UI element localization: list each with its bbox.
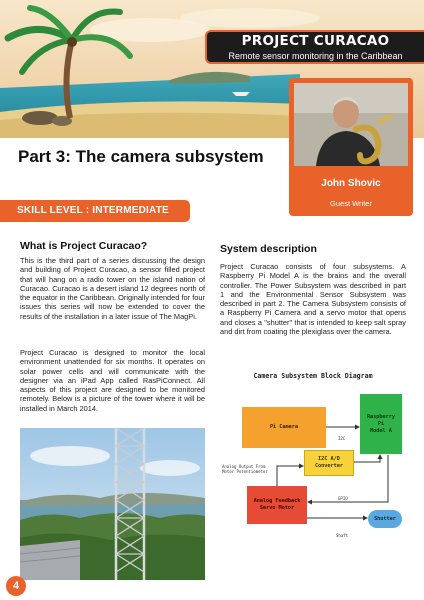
raspberry-label-1: Raspberry	[366, 413, 396, 420]
block-servo-motor	[247, 486, 307, 524]
block-pi-camera: Pi Camera	[242, 407, 326, 448]
skill-level-badge: SKILL LEVEL : INTERMEDIATE	[0, 200, 190, 222]
label-gpio: GPIO	[338, 496, 348, 501]
servo-label-2: Servo Motor	[259, 505, 295, 511]
servo-label-1: Analog Feedback	[253, 498, 301, 504]
label-shaft: Shaft	[336, 533, 349, 538]
section-heading-what-is: What is Project Curacao?	[20, 240, 148, 252]
block-adc	[304, 450, 354, 476]
series-title: PROJECT CURACAO	[241, 33, 390, 49]
author-name: John Shovic	[321, 178, 381, 189]
monitoring-paragraph: Project Curacao is designed to monitor the local environment unattended for six months. It operates on solar power cells and will communicate with the designer via an iPad App called RasPiConnect. All aspects of this project are designed to be monitored remotely. Below is a picture of the tower where it will be installed in March 2014.	[20, 348, 205, 413]
intro-paragraph: This is the third part of a series discussing the design and building of Project Curacao, a sensor filled project that will hang on a radio tower on the island nation of Curacao. Curacao is a desert island 12 degrees north of the equator in the Caribbean. Originally intended for four issues this series will now be extended to cover the results of the installation in a later issue of The MagPi.	[20, 256, 205, 321]
block-shutter: Shutter	[368, 510, 402, 528]
tower-photo	[20, 428, 205, 580]
diagram-title: Camera Subsystem Block Diagram	[253, 372, 373, 380]
author-role: Guest Writer	[330, 199, 372, 208]
label-i2c: I2C	[338, 436, 346, 441]
adc-label-2: Converter	[314, 463, 344, 469]
section-heading-system: System description	[220, 243, 317, 255]
author-photo	[294, 83, 408, 166]
title-box	[205, 30, 424, 64]
label-analog-output-2: Motor Potentiometer	[222, 469, 268, 474]
adc-label-1: I2C A/D	[318, 456, 340, 462]
label-analog-output-1: Analog Output From	[222, 464, 266, 469]
article-title: Part 3: The camera subsystem	[18, 147, 264, 166]
page-number: 4	[6, 576, 26, 596]
block-raspberry-pi	[360, 394, 402, 454]
block-diagram	[220, 372, 406, 552]
author-card	[289, 78, 413, 216]
system-paragraph: Project Curacao consists of four subsystems. A Raspberry Pi Model A is the brains and the overall controller. The Power Subsystem was described in part 1 and the Environmental Sensor Subsystem was described in part 2. The Camera Subsystem consists of a Raspberry Pi Camera and a servo motor that opens and closes a "shutter" that is intended to keep salt spray and dirt from coating the plexiglass over the camera.	[220, 262, 406, 337]
raspberry-label-3: Model A	[370, 427, 392, 434]
series-subtitle: Remote sensor monitoring in the Caribbean	[228, 51, 403, 61]
raspberry-label-2: Pi	[377, 420, 385, 427]
